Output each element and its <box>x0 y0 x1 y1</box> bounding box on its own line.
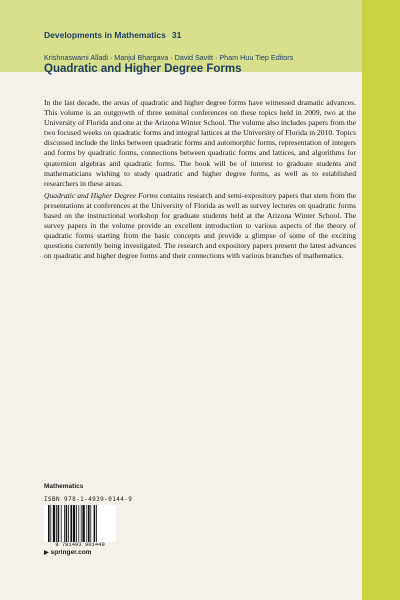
spine-color-strip <box>362 0 400 600</box>
triangle-right-icon: ▶ <box>44 550 49 556</box>
blurb <box>44 98 356 264</box>
publisher-website <box>44 549 91 556</box>
barcode-bars <box>47 505 113 542</box>
editors-suffix: Editors <box>270 53 294 62</box>
series-name: Developments in Mathematics <box>44 30 166 40</box>
website-text: springer.com <box>50 549 92 556</box>
blurb-paragraph-1: In the last decade, the areas of quadratic and higher degree forms have witnessed dramatic advances. This volume is an outgrowth of three seminal conferences on these topics held in 2009, two at the University of Florida and one at the Arizona Winter School. The volume also includes papers from the two focused weeks on quadratic forms and integral lattices at the University of Florida in 2010. Topics discussed include the links between quadratic forms and automorphic forms, representation of integers and forms by quadratic forms, connections between quadratic forms and lattices, and algorithms for quaternion algebras and quadratic forms. The book will be of interest to graduate students and mathematicians wishing to study quadratic and higher degree forms, as well as to established researchers in these areas. <box>44 98 356 188</box>
subject-category: Mathematics <box>44 483 84 490</box>
barcode-digits: 9 781493 901449 <box>55 541 105 548</box>
blurb-paragraph-2-text: contains research and semi-expository papers that stem from the presentations at conferences at the University of Florida as well as survey lectures on quadratic forms based on the instructional workshop for graduate students held at the Arizona Winter School. The survey papers in the volume provide an excellent introduction to various aspects of the theory of quadratic forms starting from the basic concepts and provide a glimpse of some of the exciting questions currently being investigated. The research and expository papers present the latest advances on quadratic and higher degree forms and their connections with various branches of mathematics. <box>44 190 356 261</box>
series-label <box>44 30 181 40</box>
barcode-icon <box>44 505 116 542</box>
series-number: 31 <box>171 30 182 40</box>
book-title: Quadratic and Higher Degree Forms <box>44 63 242 75</box>
isbn-text: ISBN 978-1-4939-0144-9 <box>44 496 133 503</box>
blurb-paragraph-2 <box>44 191 356 262</box>
editors-line <box>44 53 293 62</box>
editor-names: Krishnaswami Alladi · Manjul Bhargava · David Savitt · Pham Huu Tiep <box>44 53 269 62</box>
blurb-title-italic: Quadratic and Higher Degree Forms <box>44 190 158 200</box>
